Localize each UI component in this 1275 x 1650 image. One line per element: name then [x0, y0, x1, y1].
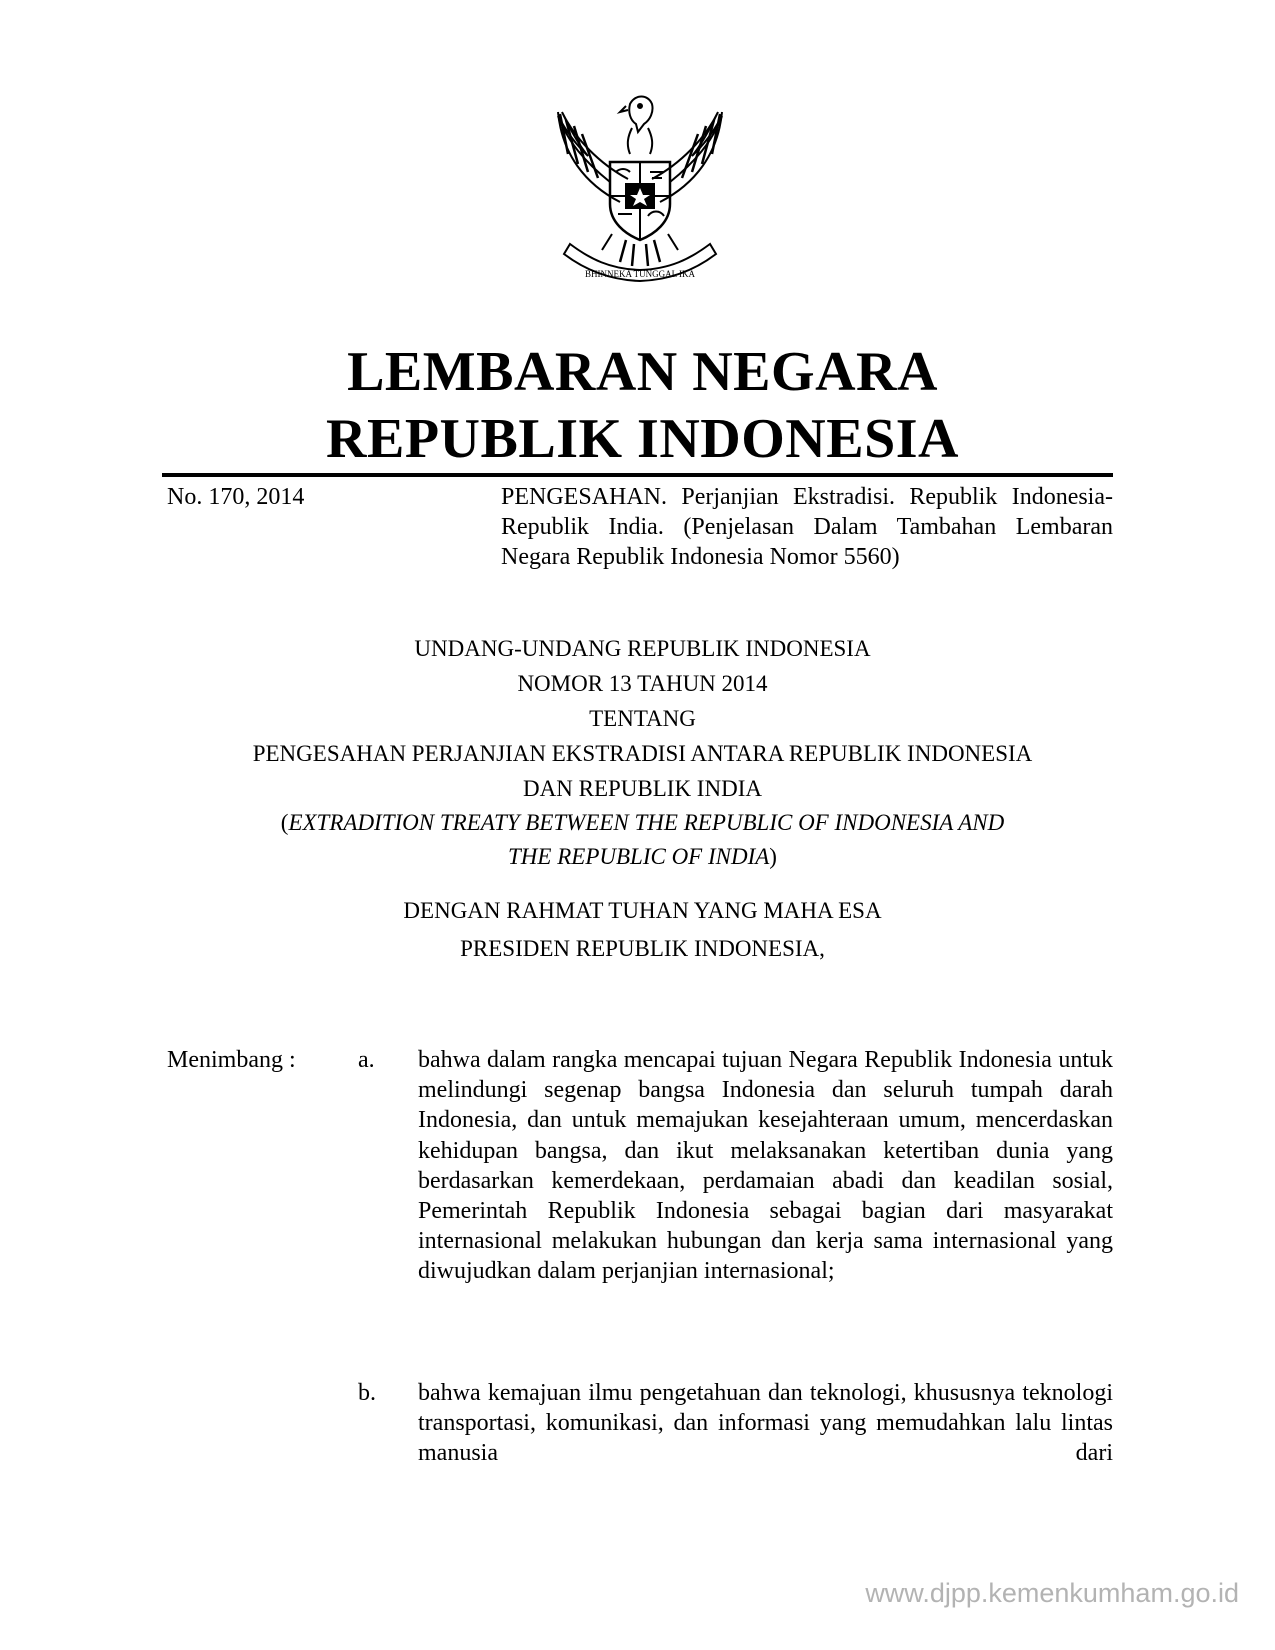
law-type: UNDANG-UNDANG REPUBLIK INDONESIA: [414, 636, 871, 661]
consideration-letter-a: a.: [358, 1047, 375, 1073]
consideration-paragraph-b: bahwa kemajuan ilmu pengetahuan dan teknologi, khususnya teknologi transportasi, komunikasi, dan informasi yang memudahkan lalu lintas manusia dari: [418, 1380, 1113, 1467]
invocation: DENGAN RAHMAT TUHAN YANG MAHA ESA: [403, 898, 882, 923]
considerations-label: Menimbang :: [167, 1047, 296, 1073]
english-title-line2: THE REPUBLIC OF INDIA): [508, 844, 777, 869]
header-divider: [162, 473, 1113, 477]
english-title-line1: (EXTRADITION TREATY BETWEEN THE REPUBLIC OF INDONESIA AND: [280, 810, 1005, 835]
garuda-pancasila-emblem-icon: [540, 84, 740, 284]
emblem-motto-text: BHINNEKA TUNGGAL IKA: [585, 269, 695, 279]
law-subject-line2: DAN REPUBLIK INDIA: [523, 776, 762, 801]
gazette-title-line1: LEMBARAN NEGARA: [347, 341, 938, 403]
consideration-letter-b: b.: [358, 1380, 376, 1406]
issue-number: No. 170, 2014: [167, 484, 305, 510]
gazette-title-line2: REPUBLIK INDONESIA: [326, 408, 959, 470]
issue-summary: PENGESAHAN. Perjanjian Ekstradisi. Republik Indonesia-Republik India. (Penjelasan Dalam Tambahan Lembaran Negara Republik Indonesia Nomor 5560): [501, 484, 1113, 570]
president-heading: PRESIDEN REPUBLIK INDONESIA,: [460, 936, 825, 961]
law-number: NOMOR 13 TAHUN 2014: [517, 671, 768, 696]
website-watermark: www.djpp.kemenkumham.go.id: [865, 1578, 1239, 1608]
law-subject-line1: PENGESAHAN PERJANJIAN EKSTRADISI ANTARA REPUBLIK INDONESIA: [252, 741, 1033, 766]
law-about: TENTANG: [589, 706, 696, 731]
consideration-paragraph-a: bahwa dalam rangka mencapai tujuan Negara Republik Indonesia untuk melindungi segenap bangsa Indonesia dan seluruh tumpah darah Indonesia, dan untuk memajukan kesejahteraan umum, mencerdaskan kehidupan bangsa, dan ikut melaksanakan ketertiban dunia yang berdasarkan kemerdekaan, perdamaian abadi dan keadilan sosial, Pemerintah Republik Indonesia sebagai bagian dari masyarakat internasional melakukan hubungan dan kerja sama internasional yang diwujudkan dalam perjanjian internasional;: [418, 1047, 1113, 1285]
